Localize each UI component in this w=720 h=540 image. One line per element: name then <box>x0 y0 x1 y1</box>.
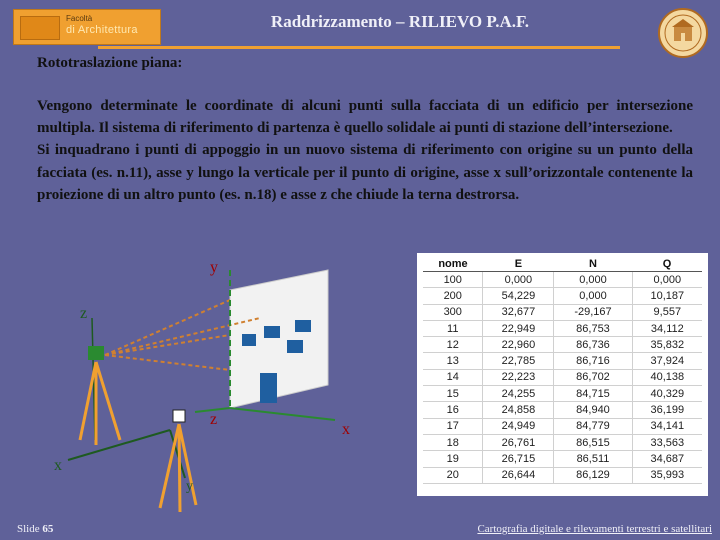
table-cell: 22,960 <box>483 337 554 353</box>
table-cell: 86,736 <box>554 337 632 353</box>
body-text <box>37 95 693 206</box>
table-cell: 300 <box>423 304 483 320</box>
table-cell: 26,761 <box>483 434 554 450</box>
table-cell: 34,141 <box>632 418 702 434</box>
table-row <box>423 467 702 483</box>
table-cell: 35,832 <box>632 337 702 353</box>
table-cell: 84,779 <box>554 418 632 434</box>
title-underline <box>98 46 620 49</box>
facade-window <box>264 326 280 338</box>
table-row <box>423 320 702 336</box>
paragraph-2: Si inquadrano i punti di appoggio in un nuovo sistema di riferimento con origine su un punto della facciata (es. n.11), asse y lungo la verticale per il punto di origine, asse x sull’orizzontale contenente la proiezione di un altro punto (es. n.18) e asse z che chiude la terna destrorsa. <box>37 142 693 203</box>
slide-number-value: 65 <box>42 523 54 535</box>
course-title: Cartografia digitale e rilevamenti terrestri e satellitari <box>477 523 712 535</box>
table-cell: 16 <box>423 402 483 418</box>
table-cell: 0,000 <box>554 288 632 304</box>
table-row <box>423 369 702 385</box>
table-cell: 24,858 <box>483 402 554 418</box>
table-cell: 11 <box>423 320 483 336</box>
label-x-right: x <box>342 421 350 438</box>
table-cell: 37,924 <box>632 353 702 369</box>
table-row <box>423 418 702 434</box>
label-y-top: y <box>210 259 218 276</box>
table-cell: 9,557 <box>632 304 702 320</box>
table-cell: 40,329 <box>632 386 702 402</box>
facade-window <box>295 320 311 332</box>
col-header-e: E <box>483 257 554 272</box>
table-cell: 22,223 <box>483 369 554 385</box>
table-cell: 86,716 <box>554 353 632 369</box>
table-cell: 33,563 <box>632 434 702 450</box>
table-cell: 19 <box>423 451 483 467</box>
table-row <box>423 272 702 288</box>
table-cell: 12 <box>423 337 483 353</box>
university-seal-icon <box>657 7 709 59</box>
faculty-logo <box>13 9 161 45</box>
facade-window <box>242 334 256 346</box>
label-z-left: z <box>80 305 88 322</box>
coordinates-table <box>417 253 708 496</box>
slide-title: Raddrizzamento – RILIEVO P.A.F. <box>270 12 530 31</box>
slide-label: Slide <box>17 523 40 535</box>
x-axis <box>230 408 335 420</box>
facade-door <box>260 373 277 403</box>
table-cell: 54,229 <box>483 288 554 304</box>
label-z-bottom: z <box>210 411 218 428</box>
table-row <box>423 386 702 402</box>
table-row <box>423 288 702 304</box>
table-cell: 10,187 <box>632 288 702 304</box>
reference-system-diagram <box>0 250 415 520</box>
table-cell: 15 <box>423 386 483 402</box>
table-cell: 35,993 <box>632 467 702 483</box>
tripod-left <box>80 346 120 445</box>
table-cell: 24,255 <box>483 386 554 402</box>
table-row <box>423 337 702 353</box>
col-header-q: Q <box>632 257 702 272</box>
table-cell: 100 <box>423 272 483 288</box>
table-cell: 84,940 <box>554 402 632 418</box>
table-cell: 36,199 <box>632 402 702 418</box>
table-cell: 32,677 <box>483 304 554 320</box>
table-row <box>423 353 702 369</box>
table-row <box>423 434 702 450</box>
table-cell: 14 <box>423 369 483 385</box>
table-row <box>423 304 702 320</box>
table-cell: 86,129 <box>554 467 632 483</box>
paragraph-1: Vengono determinate le coordinate di alcuni punti sulla facciata di un edificio per intersezione multipla. Il sistema di riferimento di partenza è quello solidale ai punti di stazione dell’intersezione. <box>37 98 693 137</box>
table-cell: 17 <box>423 418 483 434</box>
table-cell: -29,167 <box>554 304 632 320</box>
table-cell: 86,753 <box>554 320 632 336</box>
col-header-nome: nome <box>423 257 483 272</box>
table-cell: 0,000 <box>632 272 702 288</box>
table-cell: 0,000 <box>483 272 554 288</box>
table-cell: 13 <box>423 353 483 369</box>
slide-number <box>17 523 53 535</box>
label-y-bottom: y <box>186 479 193 494</box>
table-cell: 26,644 <box>483 467 554 483</box>
tripod-right <box>160 410 196 512</box>
logo-line1: Facoltà <box>66 14 93 23</box>
table-cell: 18 <box>423 434 483 450</box>
table-cell: 24,949 <box>483 418 554 434</box>
table-cell: 84,715 <box>554 386 632 402</box>
table-cell: 22,949 <box>483 320 554 336</box>
table-cell: 26,715 <box>483 451 554 467</box>
table-cell: 86,511 <box>554 451 632 467</box>
table-cell: 0,000 <box>554 272 632 288</box>
table-cell: 34,112 <box>632 320 702 336</box>
table-row <box>423 402 702 418</box>
col-header-n: N <box>554 257 632 272</box>
table-cell: 86,515 <box>554 434 632 450</box>
table-cell: 40,138 <box>632 369 702 385</box>
label-x-left: x <box>54 457 62 474</box>
table-cell: 200 <box>423 288 483 304</box>
table-cell: 86,702 <box>554 369 632 385</box>
facade-window <box>287 340 303 353</box>
table-cell: 22,785 <box>483 353 554 369</box>
logo-line2: di Architettura <box>66 24 138 36</box>
table-header-row <box>423 257 702 272</box>
table-cell: 20 <box>423 467 483 483</box>
logo-mark <box>20 16 60 40</box>
table-row <box>423 451 702 467</box>
section-subtitle: Rototraslazione piana: <box>37 55 183 71</box>
table-cell: 34,687 <box>632 451 702 467</box>
